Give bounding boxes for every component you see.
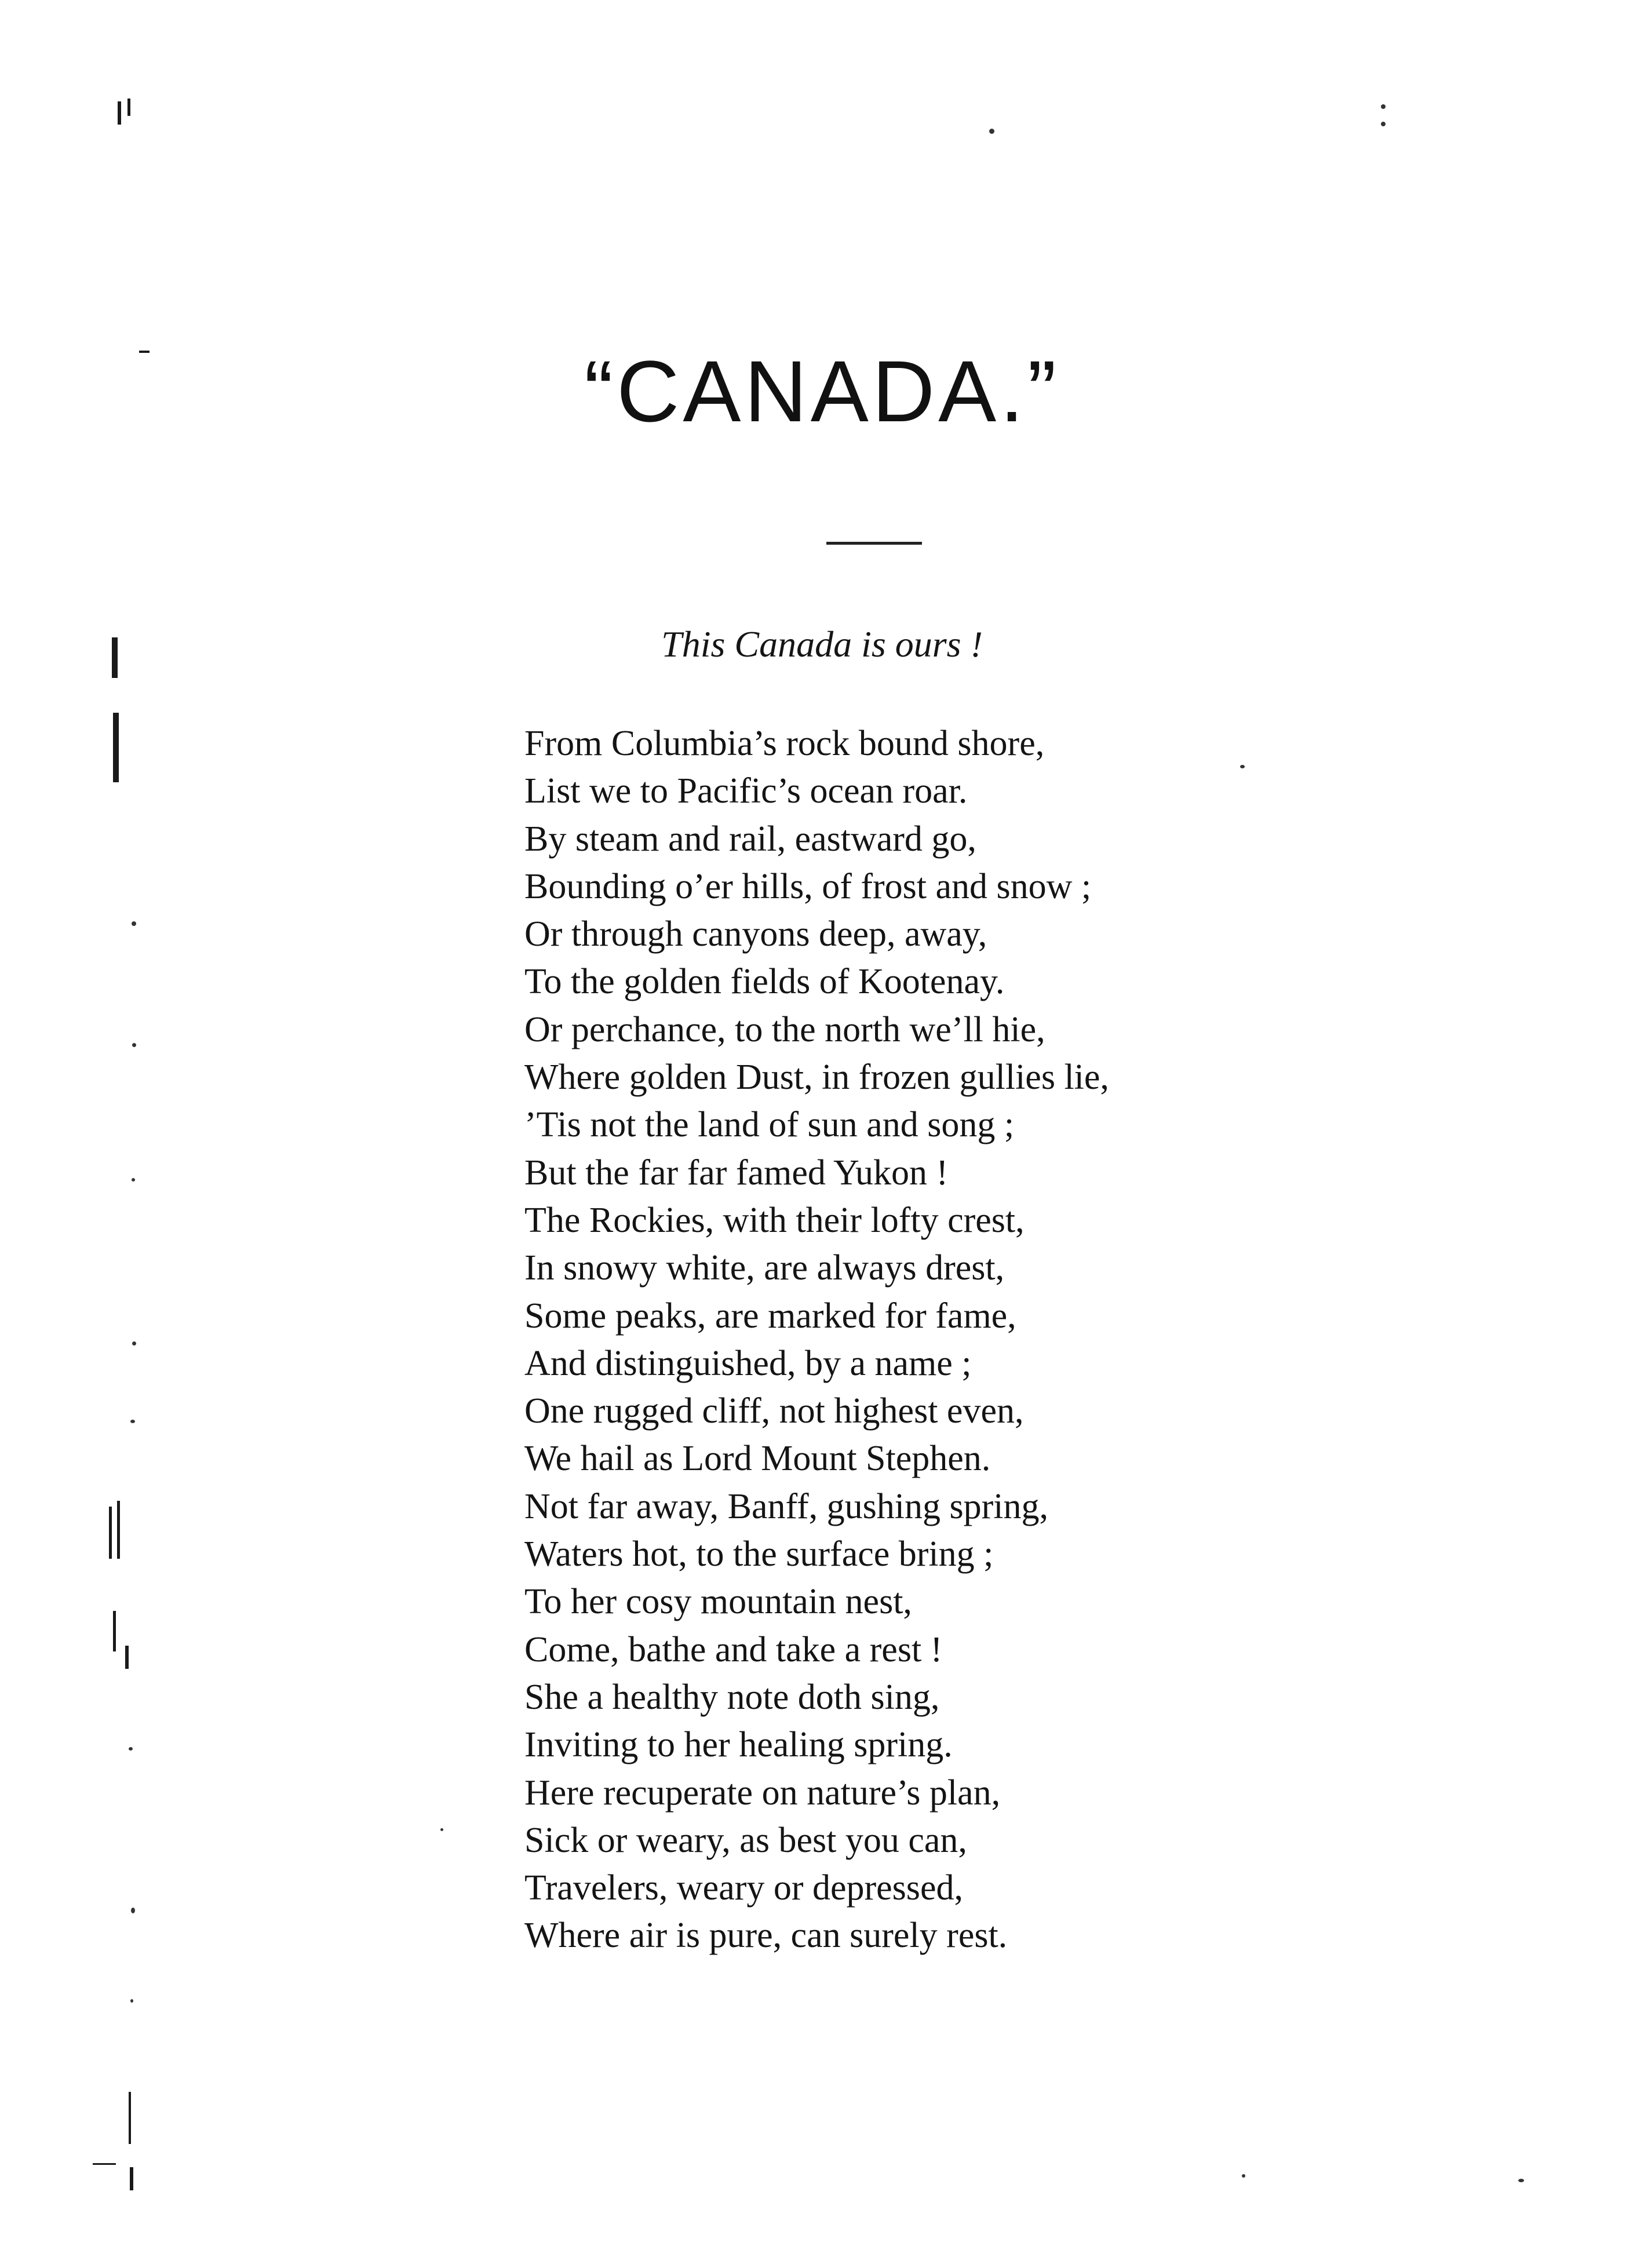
poem-line: Bounding o’er hills, of frost and snow ; [524,866,1092,906]
scan-artifact [125,1646,129,1669]
scan-artifact [129,1747,133,1751]
poem-line: Some peaks, are marked for fame, [524,1296,1016,1336]
scan-artifact [130,1999,133,2003]
title-rule [826,542,922,545]
poem-line: In snowy white, are always drest, [524,1248,1005,1288]
scan-artifact [989,129,994,134]
poem-line: But the far far famed Yukon ! [524,1153,949,1193]
scan-artifact [117,1501,120,1559]
scan-artifact [131,1908,135,1913]
poem-line: The Rockies, with their lofty crest, [524,1200,1025,1240]
scan-artifact [130,2167,133,2190]
scan-artifact [1381,122,1386,126]
poem-line: From Columbia’s rock bound shore, [524,724,1045,763]
scan-artifact [1240,765,1245,768]
poem-line: Where golden Dust, in frozen gullies lie, [524,1058,1109,1097]
scan-artifact [1381,104,1386,109]
poem-line: Sick or weary, as best you can, [524,1820,967,1860]
scan-artifact [118,101,121,125]
scan-artifact [109,1507,112,1559]
poem-line: And distinguished, by a name ; [524,1343,972,1383]
scan-artifact [132,921,136,926]
scan-artifact [127,99,130,116]
scan-artifact [440,1828,443,1831]
scan-artifact [113,1611,116,1651]
poem-line: ’Tis not the land of sun and song ; [524,1105,1015,1145]
scan-artifact [113,713,119,782]
scan-artifact [132,1043,136,1047]
poem-subtitle: This Canada is ours ! [661,623,983,665]
poem-line: Waters hot, to the surface bring ; [524,1534,994,1574]
poem-title: “CANADA.” [584,342,1060,440]
poem-body [524,720,1109,1960]
scan-artifact [132,1341,136,1346]
poem-line: Inviting to her healing spring. [524,1725,953,1765]
scan-artifact [132,1178,135,1182]
poem-line: Come, bathe and take a rest ! [524,1629,943,1669]
poem-line: Or through canyons deep, away, [524,914,987,954]
poem-line: Here recuperate on nature’s plan, [524,1773,1001,1813]
scan-artifact [1518,2179,1524,2182]
scan-artifact [129,2092,131,2144]
poem-line: By steam and rail, eastward go, [524,819,976,859]
poem-line: Or perchance, to the north we’ll hie, [524,1009,1045,1049]
poem-line: She a healthy note doth sing, [524,1677,940,1717]
poem-line: We hail as Lord Mount Stephen. [524,1439,991,1479]
poem-line: List we to Pacific’s ocean roar. [524,771,968,811]
poem-line: To her cosy mountain nest, [524,1582,912,1622]
scan-artifact [130,1420,135,1423]
poem-line: One rugged cliff, not highest even, [524,1391,1024,1431]
scan-artifact [1242,2174,1245,2178]
poem-line: Where air is pure, can surely rest. [524,1916,1008,1956]
poem-line: Not far away, Banff, gushing spring, [524,1486,1048,1526]
poem-line: To the golden fields of Kootenay. [524,962,1005,1002]
scan-artifact [93,2163,116,2165]
poem-line: Travelers, weary or depressed, [524,1868,963,1908]
